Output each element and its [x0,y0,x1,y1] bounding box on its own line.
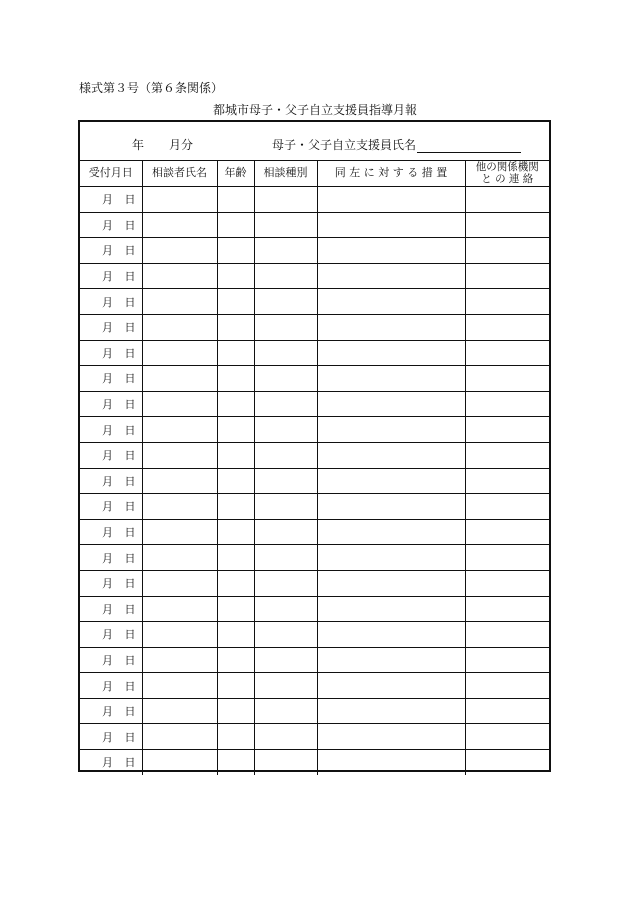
cell-consultation-type[interactable] [254,596,317,622]
date-placeholder [80,294,142,310]
cell-received-date[interactable] [80,519,142,545]
cell-age[interactable] [217,622,254,648]
cell-age[interactable] [217,212,254,238]
table-row [80,314,549,340]
cell-age[interactable] [217,750,254,775]
date-placeholder [80,626,142,642]
date-placeholder [80,396,142,412]
cell-received-date[interactable] [80,570,142,596]
date-day-label: 日 [124,423,136,437]
date-placeholder [80,678,142,694]
cell-age[interactable] [217,391,254,417]
cell-liaison[interactable] [465,750,549,775]
date-month-label: 月 [102,551,113,565]
cell-age[interactable] [217,545,254,571]
cell-liaison[interactable] [465,263,549,289]
date-day-label: 日 [124,577,136,591]
table-row [80,724,549,750]
cell-consultation-type[interactable] [254,673,317,699]
table-row [80,417,549,443]
date-placeholder [80,217,142,233]
date-placeholder [80,268,142,284]
table-row [80,673,549,699]
cell-measures[interactable] [317,468,465,494]
table-row [80,340,549,366]
date-placeholder [80,345,142,361]
header-liaison-line2: と の 連 絡 [481,173,534,185]
table-row [80,442,549,468]
cell-measures[interactable] [317,750,465,775]
cell-received-date[interactable] [80,238,142,264]
cell-measures[interactable] [317,570,465,596]
date-day-label: 日 [124,449,136,463]
header-measures: 同 左 に 対 す る 措 置 [317,160,465,187]
cell-client-name[interactable] [142,545,217,571]
cell-client-name[interactable] [142,570,217,596]
table-row [80,698,549,724]
cell-liaison[interactable] [465,494,549,520]
date-month-label: 月 [102,628,113,642]
cell-age[interactable] [217,417,254,443]
cell-measures[interactable] [317,622,465,648]
cell-client-name[interactable] [142,340,217,366]
cell-consultation-type[interactable] [254,468,317,494]
cell-received-date[interactable] [80,340,142,366]
table-body [80,187,549,775]
cell-liaison[interactable] [465,570,549,596]
date-placeholder [80,550,142,566]
cell-consultation-type[interactable] [254,289,317,315]
date-month-label: 月 [102,756,113,770]
cell-liaison[interactable] [465,698,549,724]
date-month-label: 月 [102,372,113,386]
cell-consultation-type[interactable] [254,647,317,673]
cell-client-name[interactable] [142,673,217,699]
date-month-label: 月 [102,679,113,693]
date-month-label: 月 [102,449,113,463]
table-row [80,519,549,545]
report-meta-row [80,122,549,161]
cell-consultation-type[interactable] [254,340,317,366]
cell-consultation-type[interactable] [254,314,317,340]
cell-consultation-type[interactable] [254,545,317,571]
date-month-label: 月 [102,193,113,207]
date-day-label: 日 [124,398,136,412]
date-month-label: 月 [102,500,113,514]
cell-client-name[interactable] [142,494,217,520]
date-day-label: 日 [124,244,136,258]
date-placeholder [80,524,142,540]
cell-liaison[interactable] [465,622,549,648]
header-liaison-line1: 他の関係機関 [475,161,539,173]
date-placeholder [80,422,142,438]
cell-consultation-type[interactable] [254,263,317,289]
date-month-label: 月 [102,398,113,412]
date-month-label: 月 [102,423,113,437]
cell-measures[interactable] [317,238,465,264]
cell-received-date[interactable] [80,442,142,468]
report-sheet [78,120,551,772]
cell-client-name[interactable] [142,750,217,775]
cell-received-date[interactable] [80,417,142,443]
cell-age[interactable] [217,519,254,545]
date-month-label: 月 [102,244,113,258]
table-row [80,468,549,494]
date-placeholder [80,703,142,719]
date-month-label: 月 [102,602,113,616]
table-row [80,570,549,596]
cell-client-name[interactable] [142,238,217,264]
cell-measures[interactable] [317,647,465,673]
date-day-label: 日 [124,551,136,565]
date-day-label: 日 [124,526,136,540]
cell-client-name[interactable] [142,366,217,392]
cell-age[interactable] [217,340,254,366]
cell-measures[interactable] [317,596,465,622]
cell-measures[interactable] [317,289,465,315]
cell-client-name[interactable] [142,596,217,622]
cell-measures[interactable] [317,417,465,443]
cell-received-date[interactable] [80,263,142,289]
cell-liaison[interactable] [465,545,549,571]
cell-liaison[interactable] [465,289,549,315]
date-month-label: 月 [102,295,113,309]
cell-liaison[interactable] [465,391,549,417]
date-month-label: 月 [102,653,113,667]
cell-client-name[interactable] [142,212,217,238]
table-row [80,187,549,213]
cell-consultation-type[interactable] [254,442,317,468]
cell-measures[interactable] [317,494,465,520]
date-month-label: 月 [102,705,113,719]
date-placeholder [80,575,142,591]
cell-liaison[interactable] [465,673,549,699]
cell-client-name[interactable] [142,417,217,443]
cell-received-date[interactable] [80,314,142,340]
cell-liaison[interactable] [465,238,549,264]
cell-client-name[interactable] [142,442,217,468]
cell-client-name[interactable] [142,519,217,545]
supporter-name-field[interactable] [272,136,521,153]
document-title: 都城市母子・父子自立支援員指導月報 [212,103,417,117]
cell-age[interactable] [217,314,254,340]
cell-measures[interactable] [317,442,465,468]
cell-received-date[interactable] [80,494,142,520]
cell-received-date[interactable] [80,622,142,648]
cell-liaison[interactable] [465,417,549,443]
table-row [80,263,549,289]
cell-age[interactable] [217,596,254,622]
supporter-name-line[interactable] [417,138,521,153]
date-placeholder [80,754,142,770]
cell-age[interactable] [217,494,254,520]
date-month-label: 月 [102,474,113,488]
cell-measures[interactable] [317,519,465,545]
cell-liaison[interactable] [465,724,549,750]
year-label: 年 [132,138,145,152]
date-month-label: 月 [102,526,113,540]
date-month-label: 月 [102,218,113,232]
date-day-label: 日 [124,653,136,667]
cell-age[interactable] [217,187,254,213]
cell-liaison[interactable] [465,340,549,366]
date-day-label: 日 [124,270,136,284]
cell-liaison[interactable] [465,366,549,392]
date-placeholder [80,473,142,489]
cell-age[interactable] [217,468,254,494]
cell-consultation-type[interactable] [254,366,317,392]
cell-measures[interactable] [317,545,465,571]
date-day-label: 日 [124,295,136,309]
date-day-label: 日 [124,193,136,207]
date-month-label: 月 [102,730,113,744]
cell-consultation-type[interactable] [254,622,317,648]
cell-measures[interactable] [317,187,465,213]
date-day-label: 日 [124,372,136,386]
cell-client-name[interactable] [142,263,217,289]
cell-received-date[interactable] [80,212,142,238]
cell-age[interactable] [217,673,254,699]
cell-age[interactable] [217,647,254,673]
cell-received-date[interactable] [80,187,142,213]
cell-measures[interactable] [317,366,465,392]
date-day-label: 日 [124,705,136,719]
cell-client-name[interactable] [142,468,217,494]
cell-consultation-type[interactable] [254,187,317,213]
month-label: 月分 [169,138,194,152]
header-received-date: 受付月日 [80,160,142,187]
date-day-label: 日 [124,602,136,616]
cell-consultation-type[interactable] [254,238,317,264]
date-placeholder [80,498,142,514]
cell-measures[interactable] [317,698,465,724]
cell-client-name[interactable] [142,724,217,750]
date-month-label: 月 [102,321,113,335]
header-liaison [465,160,549,187]
cell-measures[interactable] [317,212,465,238]
cell-age[interactable] [217,263,254,289]
cell-measures[interactable] [317,314,465,340]
cell-client-name[interactable] [142,391,217,417]
cell-consultation-type[interactable] [254,519,317,545]
cell-received-date[interactable] [80,596,142,622]
date-day-label: 日 [124,218,136,232]
date-month-label: 月 [102,346,113,360]
cell-age[interactable] [217,570,254,596]
header-client-name: 相談者氏名 [142,160,217,187]
cell-received-date[interactable] [80,545,142,571]
table-row [80,596,549,622]
date-placeholder [80,191,142,207]
cell-consultation-type[interactable] [254,417,317,443]
cell-received-date[interactable] [80,289,142,315]
cell-received-date[interactable] [80,724,142,750]
cell-consultation-type[interactable] [254,570,317,596]
guidance-log-table [80,160,549,775]
cell-liaison[interactable] [465,468,549,494]
table-row [80,622,549,648]
form-label: 様式第３号（第６条関係） [79,81,224,95]
cell-age[interactable] [217,238,254,264]
date-placeholder [80,242,142,258]
cell-received-date[interactable] [80,391,142,417]
date-day-label: 日 [124,756,136,770]
date-placeholder [80,319,142,335]
table-row [80,212,549,238]
date-placeholder [80,652,142,668]
cell-consultation-type[interactable] [254,724,317,750]
cell-received-date[interactable] [80,673,142,699]
table-header-row [80,160,549,187]
cell-consultation-type[interactable] [254,212,317,238]
cell-measures[interactable] [317,391,465,417]
cell-consultation-type[interactable] [254,750,317,775]
table-row [80,545,549,571]
date-day-label: 日 [124,500,136,514]
cell-liaison[interactable] [465,212,549,238]
table-row [80,494,549,520]
cell-age[interactable] [217,366,254,392]
date-placeholder [80,729,142,745]
cell-client-name[interactable] [142,647,217,673]
date-month-label: 月 [102,577,113,591]
cell-measures[interactable] [317,340,465,366]
cell-client-name[interactable] [142,622,217,648]
supporter-name-label: 母子・父子自立支援員氏名 [272,138,417,152]
cell-age[interactable] [217,724,254,750]
cell-liaison[interactable] [465,314,549,340]
table-row [80,289,549,315]
cell-age[interactable] [217,698,254,724]
cell-liaison[interactable] [465,596,549,622]
cell-received-date[interactable] [80,750,142,775]
header-consultation-type: 相談種別 [254,160,317,187]
table-row [80,366,549,392]
cell-client-name[interactable] [142,289,217,315]
cell-received-date[interactable] [80,647,142,673]
cell-received-date[interactable] [80,366,142,392]
cell-measures[interactable] [317,724,465,750]
date-day-label: 日 [124,321,136,335]
table-row [80,647,549,673]
date-placeholder [80,370,142,386]
cell-consultation-type[interactable] [254,494,317,520]
cell-consultation-type[interactable] [254,391,317,417]
cell-age[interactable] [217,289,254,315]
date-month-label: 月 [102,270,113,284]
cell-consultation-type[interactable] [254,698,317,724]
cell-liaison[interactable] [465,519,549,545]
cell-client-name[interactable] [142,314,217,340]
cell-client-name[interactable] [142,187,217,213]
cell-liaison[interactable] [465,187,549,213]
date-placeholder [80,601,142,617]
cell-liaison[interactable] [465,442,549,468]
date-day-label: 日 [124,730,136,744]
date-placeholder [80,447,142,463]
cell-measures[interactable] [317,263,465,289]
table-row [80,391,549,417]
date-day-label: 日 [124,474,136,488]
header-age: 年齢 [217,160,254,187]
cell-age[interactable] [217,442,254,468]
cell-received-date[interactable] [80,698,142,724]
cell-measures[interactable] [317,673,465,699]
date-day-label: 日 [124,346,136,360]
date-day-label: 日 [124,628,136,642]
cell-liaison[interactable] [465,647,549,673]
table-row [80,750,549,775]
cell-client-name[interactable] [142,698,217,724]
table-row [80,238,549,264]
cell-received-date[interactable] [80,468,142,494]
date-day-label: 日 [124,679,136,693]
